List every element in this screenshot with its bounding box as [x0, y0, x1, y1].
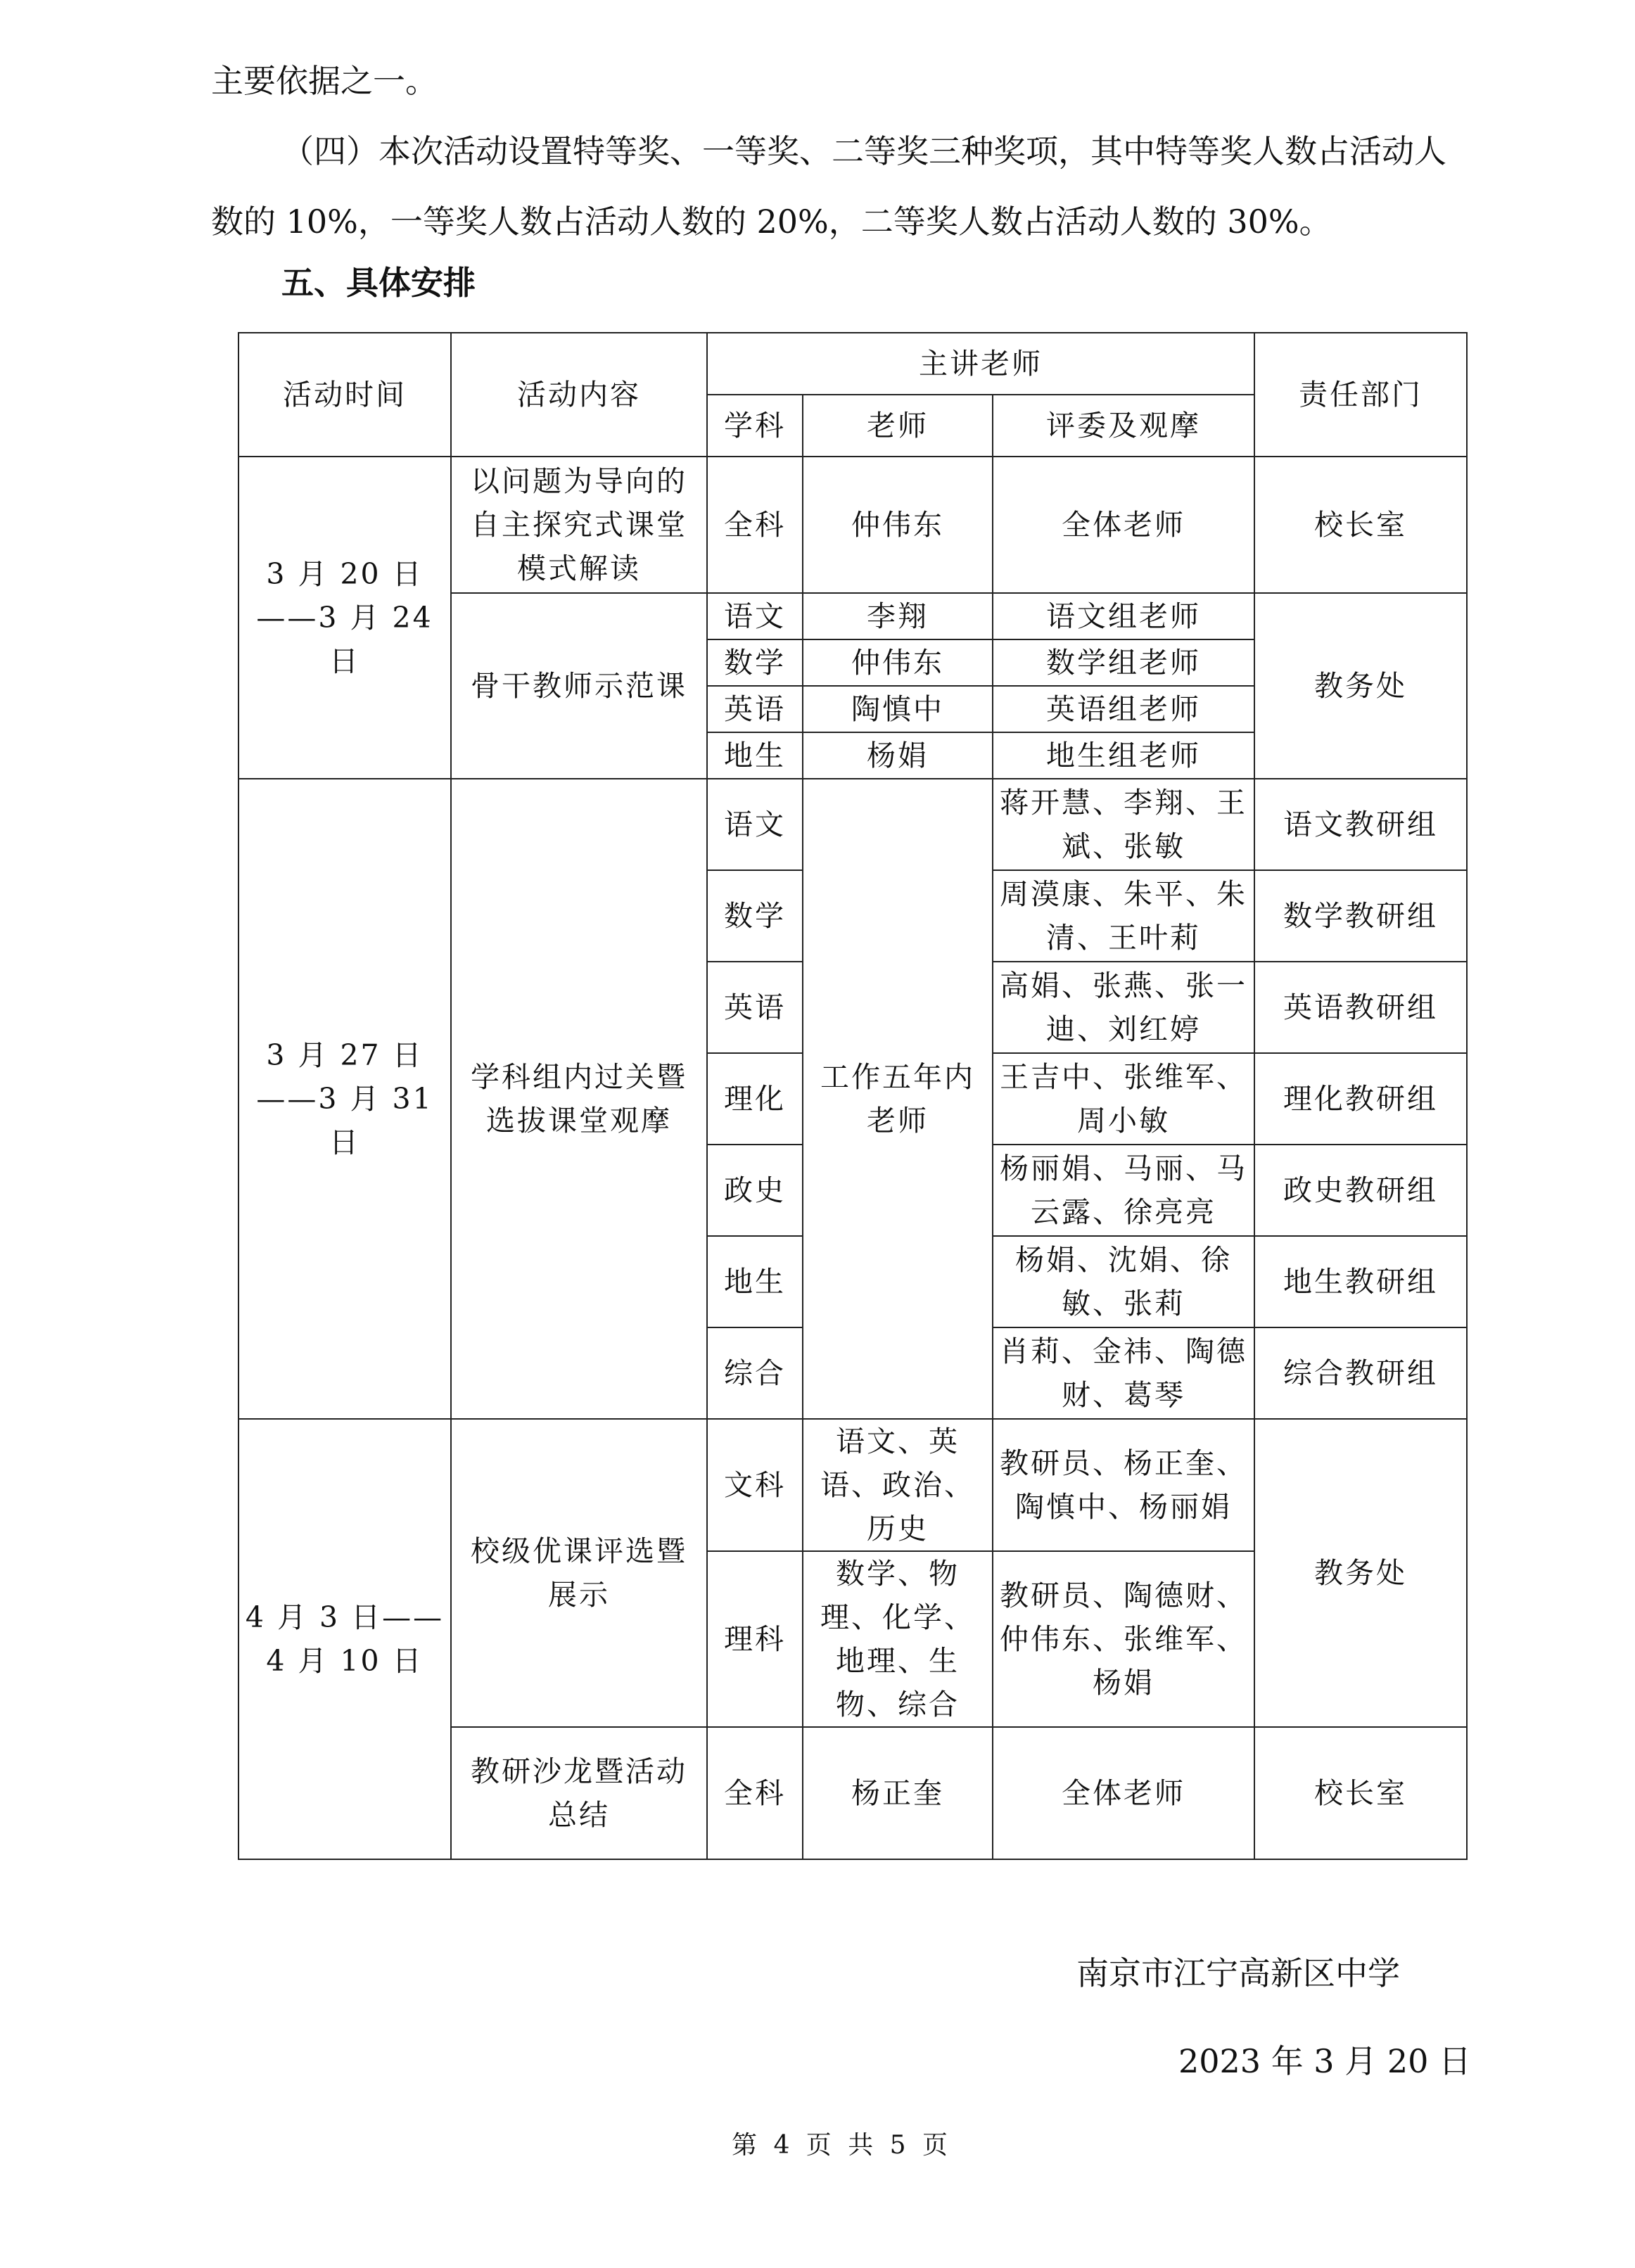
period-time: 3 月 20 日——3 月 24 日	[238, 457, 451, 779]
header-time: 活动时间	[238, 333, 451, 457]
teacher-cell: 杨正奎	[803, 1727, 993, 1859]
teacher-cell: 仲伟东	[803, 639, 993, 686]
intro-line: 主要依据之一。	[211, 62, 438, 100]
dept-cell: 教务处	[1254, 593, 1467, 779]
subject-cell: 政史	[707, 1145, 803, 1236]
header-content: 活动内容	[451, 333, 707, 457]
header-judges: 评委及观摩	[993, 395, 1254, 457]
dept-cell: 理化教研组	[1254, 1053, 1467, 1145]
header-subject: 学科	[707, 395, 803, 457]
activity-content: 校级优课评选暨展示	[451, 1419, 707, 1727]
judges-cell: 教研员、陶德财、仲伟东、张维军、杨娟	[993, 1551, 1254, 1727]
dept-cell: 政史教研组	[1254, 1145, 1467, 1236]
subject-cell: 理化	[707, 1053, 803, 1145]
header-dept: 责任部门	[1254, 333, 1467, 457]
teacher-cell: 语文、英语、政治、历史	[803, 1419, 993, 1551]
subject-cell: 语文	[707, 593, 803, 639]
teacher-cell: 陶慎中	[803, 686, 993, 732]
dept-cell: 英语教研组	[1254, 962, 1467, 1053]
dept-cell: 教务处	[1254, 1419, 1467, 1727]
subject-cell: 数学	[707, 870, 803, 962]
judges-cell: 杨娟、沈娟、徐敏、张莉	[993, 1236, 1254, 1327]
teacher-cell: 杨娟	[803, 732, 993, 779]
activity-content: 以问题为导向的自主探究式课堂模式解读	[451, 457, 707, 593]
subject-cell: 文科	[707, 1419, 803, 1551]
activity-content: 教研沙龙暨活动总结	[451, 1727, 707, 1859]
judges-cell: 地生组老师	[993, 732, 1254, 779]
teacher-cell: 李翔	[803, 593, 993, 639]
subject-cell: 理科	[707, 1551, 803, 1727]
teacher-cell: 工作五年内老师	[803, 779, 993, 1419]
teacher-cell: 仲伟东	[803, 457, 993, 593]
table-row	[238, 779, 1467, 870]
subject-cell: 综合	[707, 1327, 803, 1419]
section-heading: 五、具体安排	[281, 264, 476, 302]
judges-cell: 王吉中、张维军、周小敏	[993, 1053, 1254, 1145]
table-header-row	[238, 333, 1467, 395]
dept-cell: 语文教研组	[1254, 779, 1467, 870]
signature-organization: 南京市江宁高新区中学	[1076, 1954, 1400, 1992]
subject-cell: 全科	[707, 457, 803, 593]
signature-date: 2023 年 3 月 20 日	[1178, 2042, 1471, 2080]
judges-cell: 全体老师	[993, 457, 1254, 593]
judges-cell: 教研员、杨正奎、陶慎中、杨丽娟	[993, 1419, 1254, 1551]
header-teacher: 老师	[803, 395, 993, 457]
judges-cell: 数学组老师	[993, 639, 1254, 686]
judges-cell: 杨丽娟、马丽、马云露、徐亮亮	[993, 1145, 1254, 1236]
judges-cell: 周漠康、朱平、朱清、王叶莉	[993, 870, 1254, 962]
period-time: 3 月 27 日——3 月 31 日	[238, 779, 451, 1419]
judges-cell: 全体老师	[993, 1727, 1254, 1859]
dept-cell: 数学教研组	[1254, 870, 1467, 962]
table-row	[238, 457, 1467, 593]
schedule-table	[238, 332, 1468, 1860]
activity-content: 学科组内过关暨选拔课堂观摩	[451, 779, 707, 1419]
header-lecturer-group: 主讲老师	[707, 333, 1254, 395]
judges-cell: 蒋开慧、李翔、王斌、张敏	[993, 779, 1254, 870]
judges-cell: 肖莉、金祎、陶德财、葛琴	[993, 1327, 1254, 1419]
dept-cell: 地生教研组	[1254, 1236, 1467, 1327]
period-time: 4 月 3 日——4 月 10 日	[238, 1419, 451, 1859]
activity-content: 骨干教师示范课	[451, 593, 707, 779]
page-footer: 第 4 页 共 5 页	[732, 2131, 953, 2160]
subject-cell: 地生	[707, 1236, 803, 1327]
subject-cell: 全科	[707, 1727, 803, 1859]
dept-cell: 校长室	[1254, 457, 1467, 593]
subject-cell: 英语	[707, 686, 803, 732]
subject-cell: 数学	[707, 639, 803, 686]
table-row	[238, 1419, 1467, 1551]
dept-cell: 综合教研组	[1254, 1327, 1467, 1419]
subject-cell: 英语	[707, 962, 803, 1053]
judges-cell: 语文组老师	[993, 593, 1254, 639]
subject-cell: 地生	[707, 732, 803, 779]
judges-cell: 高娟、张燕、张一迪、刘红婷	[993, 962, 1254, 1053]
subject-cell: 语文	[707, 779, 803, 870]
award-paragraph: （四）本次活动设置特等奖、一等奖、二等奖三种奖项，其中特等奖人数占活动人数的 10%，一等奖人数占活动人数的 20%，二等奖人数占活动人数的 30%。	[211, 132, 1446, 241]
dept-cell: 校长室	[1254, 1727, 1467, 1859]
teacher-cell: 数学、物理、化学、地理、生物、综合	[803, 1551, 993, 1727]
judges-cell: 英语组老师	[993, 686, 1254, 732]
